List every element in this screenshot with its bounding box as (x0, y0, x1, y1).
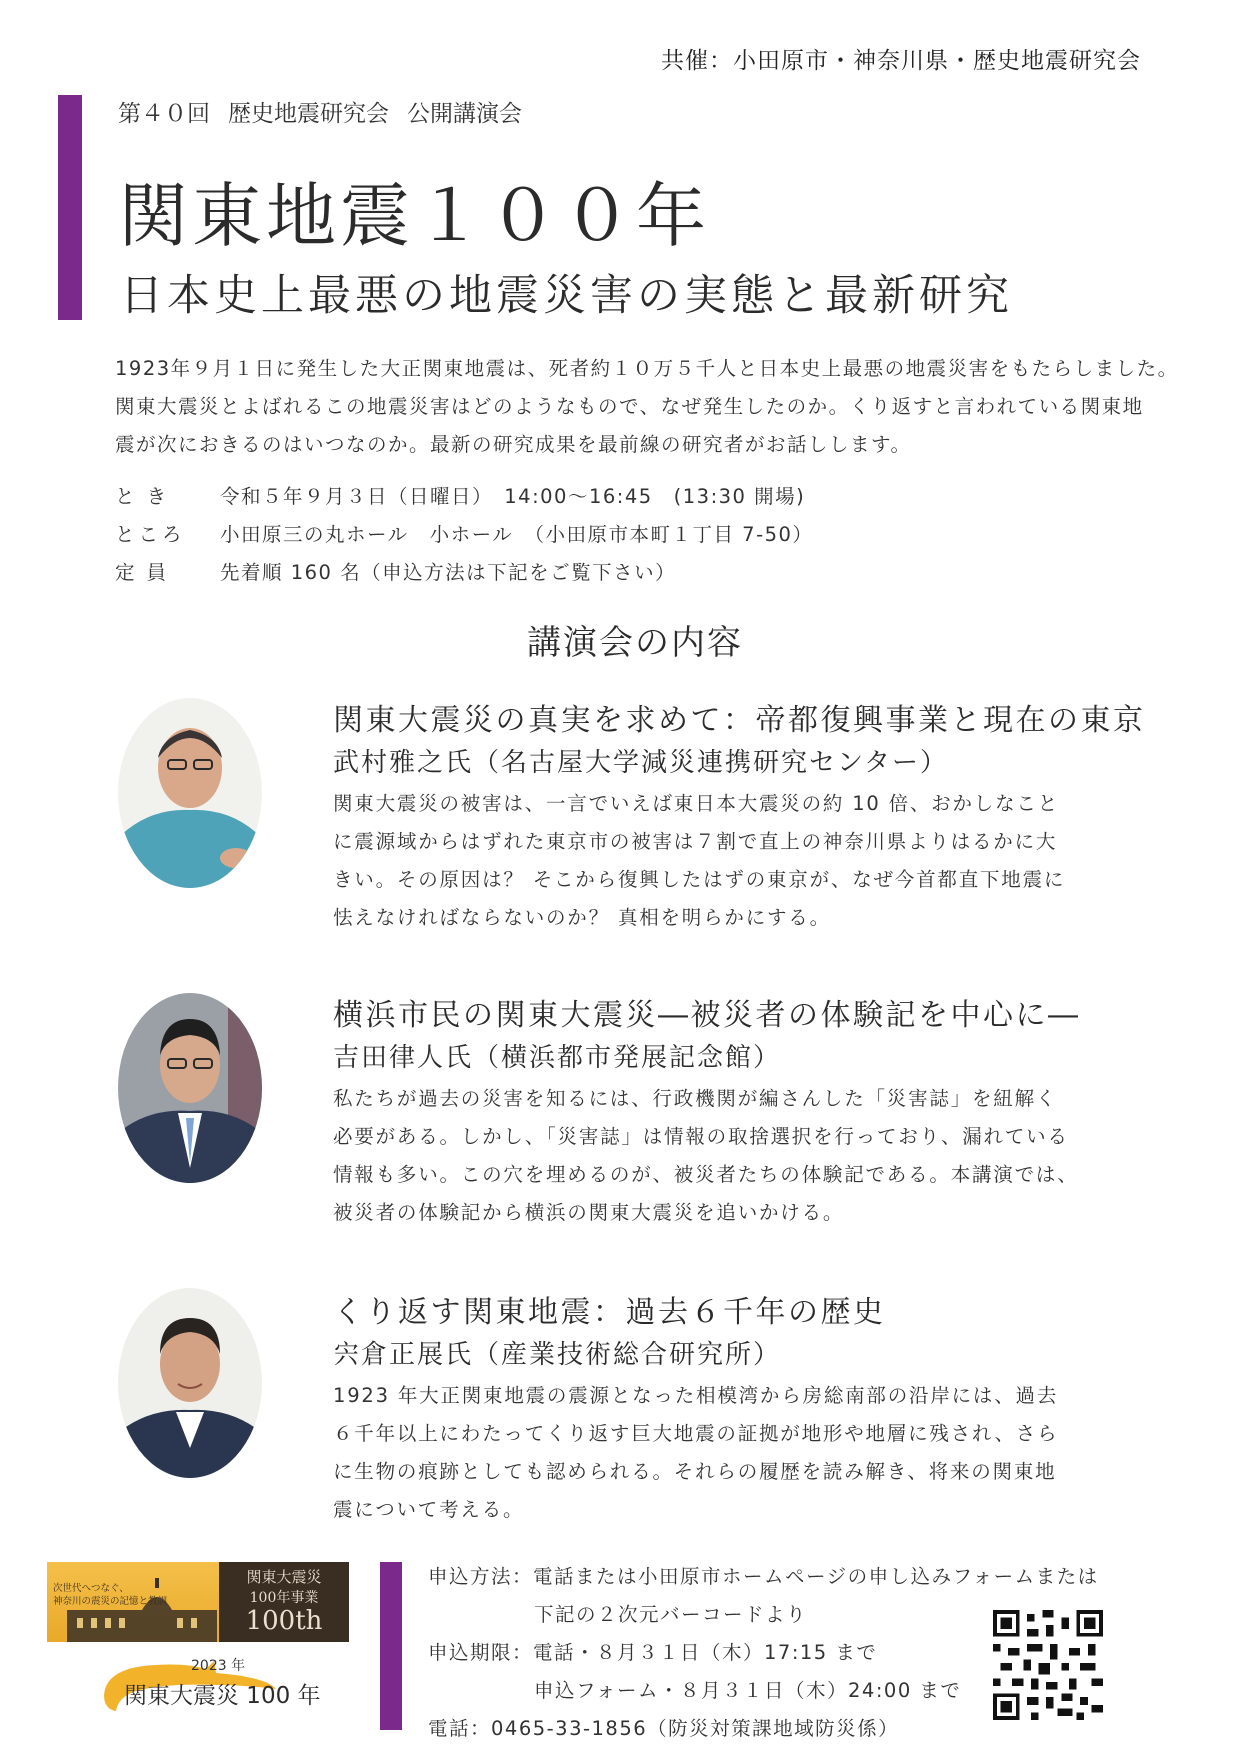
talk-description (333, 1377, 1193, 1529)
cohost-line: 共催：小田原市・神奈川県・歴史地震研究会 (661, 48, 1141, 74)
intro-line: 1923年９月１日に発生した大正関東地震は、死者約１０万５千人と日本史上最悪の地震災害をもたらしました。 (115, 357, 1179, 380)
emblem-text: 関東大震災 100 年 (124, 1683, 321, 1709)
event-details (115, 478, 813, 592)
detail-label: 定員 (115, 561, 179, 584)
detail-label: ところ (115, 523, 186, 546)
apply-deadline-form: 申込フォーム・８月３１日（木）24:00 まで (534, 1679, 962, 1702)
series-number: 第４０回 (118, 101, 210, 127)
talk-desc-line: 情報も多い。この穴を埋めるのが、被災者たちの体験記である。本講演では、 (333, 1163, 1079, 1186)
talk-speaker: 武村雅之氏（名古屋大学減災連携研究センター） (333, 748, 948, 778)
speaker-portrait-icon (118, 698, 262, 888)
qr-code-icon[interactable] (993, 1610, 1103, 1720)
apply-accent-bar (380, 1562, 402, 1730)
talk-1 (333, 695, 1193, 937)
banner-photo-area (47, 1562, 219, 1642)
intro-line: 関東大震災とよばれるこの地震災害はどのようなもので、なぜ発生したのか。くり返すと言われている関東地 (115, 395, 1144, 418)
talk-title: 横浜市民の関東大震災―被災者の体験記を中心に― (333, 998, 1081, 1033)
talk-desc-line: 必要がある。しかし、「災害誌」は情報の取捨選択を行っており、漏れている (333, 1125, 1069, 1148)
detail-value: 先着順 160 名（申込方法は下記をご覧下さい） (220, 561, 677, 584)
intro-line: 震が次におきるのはいつなのか。最新の研究成果を最前線の研究者がお話しします。 (115, 433, 912, 456)
detail-value: 小田原三の丸ホール 小ホール （小田原市本町１丁目 7-50） (220, 523, 814, 546)
talk-title: くり返す関東地震：過去６千年の歴史 (333, 1295, 886, 1330)
series-org: 歴史地震研究会 (228, 101, 389, 127)
banner-tagline-line: 神奈川の震災の記憶と教訓 (53, 1596, 168, 1607)
talk-desc-line: 震について考える。 (333, 1498, 525, 1521)
page-title: 関東地震１００年 (118, 175, 710, 257)
speaker-portrait-icon (118, 993, 262, 1183)
talk-speaker: 吉田律人氏（横浜都市発展記念館） (333, 1043, 782, 1073)
talk-desc-line: ６千年以上にわたってくり返す巨大地震の証拠が地形や地層に残され、さら (333, 1422, 1059, 1445)
talk-desc-line: きい。その原因は？ そこから復興したはずの東京が、なぜ今首都直下地震に (333, 868, 1066, 891)
banner-line: 100th (245, 1606, 323, 1636)
section-heading: 講演会の内容 (527, 623, 743, 663)
talk-description (333, 1080, 1193, 1232)
apply-phone: 電話：0465-33-1856（防災対策課地域防災係） (428, 1717, 900, 1740)
talk-3 (333, 1287, 1193, 1529)
detail-row-where (115, 516, 813, 554)
talk-description (333, 785, 1193, 937)
intro-paragraph (115, 350, 1179, 464)
centennial-banner (47, 1562, 349, 1642)
apply-method-cont: 下記の２次元バーコードより (534, 1603, 808, 1626)
detail-value: 令和５年９月３日（日曜日） 14:00～16:45 (13:30 開場) (220, 485, 806, 508)
banner-tagline (53, 1582, 167, 1608)
detail-row-when (115, 478, 813, 516)
emblem-year: 2023 年 (191, 1658, 246, 1674)
talk-desc-line: 私たちが過去の災害を知るには、行政機関が編さんした「災害誌」を紐解く (333, 1087, 1058, 1110)
speaker-photo-1 (118, 698, 262, 888)
banner-line: 関東大震災 (246, 1568, 322, 1586)
apply-deadline-phone: 申込期限：電話・８月３１日（木）17:15 まで (428, 1641, 878, 1664)
talk-desc-line: 怯えなければならないのか？ 真相を明らかにする。 (333, 906, 831, 929)
series-event: 公開講演会 (407, 101, 522, 127)
detail-row-capacity (115, 554, 813, 592)
talk-desc-line: 被災者の体験記から横浜の関東大震災を追いかける。 (333, 1201, 845, 1224)
talk-speaker: 宍倉正展氏（産業技術総合研究所） (333, 1340, 782, 1370)
banner-line: 100年事業 (249, 1590, 319, 1606)
talk-title: 関東大震災の真実を求めて：帝都復興事業と現在の東京 (333, 703, 1146, 738)
centennial-emblem (96, 1655, 321, 1725)
apply-method: 申込方法：電話または小田原市ホームページの申し込みフォームまたは (428, 1565, 1099, 1588)
talk-desc-line: 関東大震災の被害は、一言でいえば東日本大震災の約 10 倍、おかしなこと (333, 792, 1060, 815)
talk-desc-line: に生物の痕跡としても認められる。それらの履歴を読み解き、将来の関東地 (333, 1460, 1057, 1483)
talk-2 (333, 990, 1193, 1232)
series-line (118, 95, 522, 128)
speaker-portrait-icon (118, 1288, 262, 1478)
speaker-photo-3 (118, 1288, 262, 1478)
detail-label: とき (115, 485, 179, 508)
speaker-photo-2 (118, 993, 262, 1183)
talk-desc-line: に震源域からはずれた東京市の被害は７割で直上の神奈川県よりはるかに大 (333, 830, 1058, 853)
banner-text-area (219, 1562, 349, 1642)
talk-desc-line: 1923 年大正関東地震の震源となった相模湾から房総南部の沿岸には、過去 (333, 1384, 1059, 1407)
title-accent-bar (58, 95, 82, 320)
page-subtitle: 日本史上最悪の地震災害の実態と最新研究 (120, 271, 1013, 321)
banner-tagline-line: 次世代へつなぐ、 (53, 1583, 129, 1594)
